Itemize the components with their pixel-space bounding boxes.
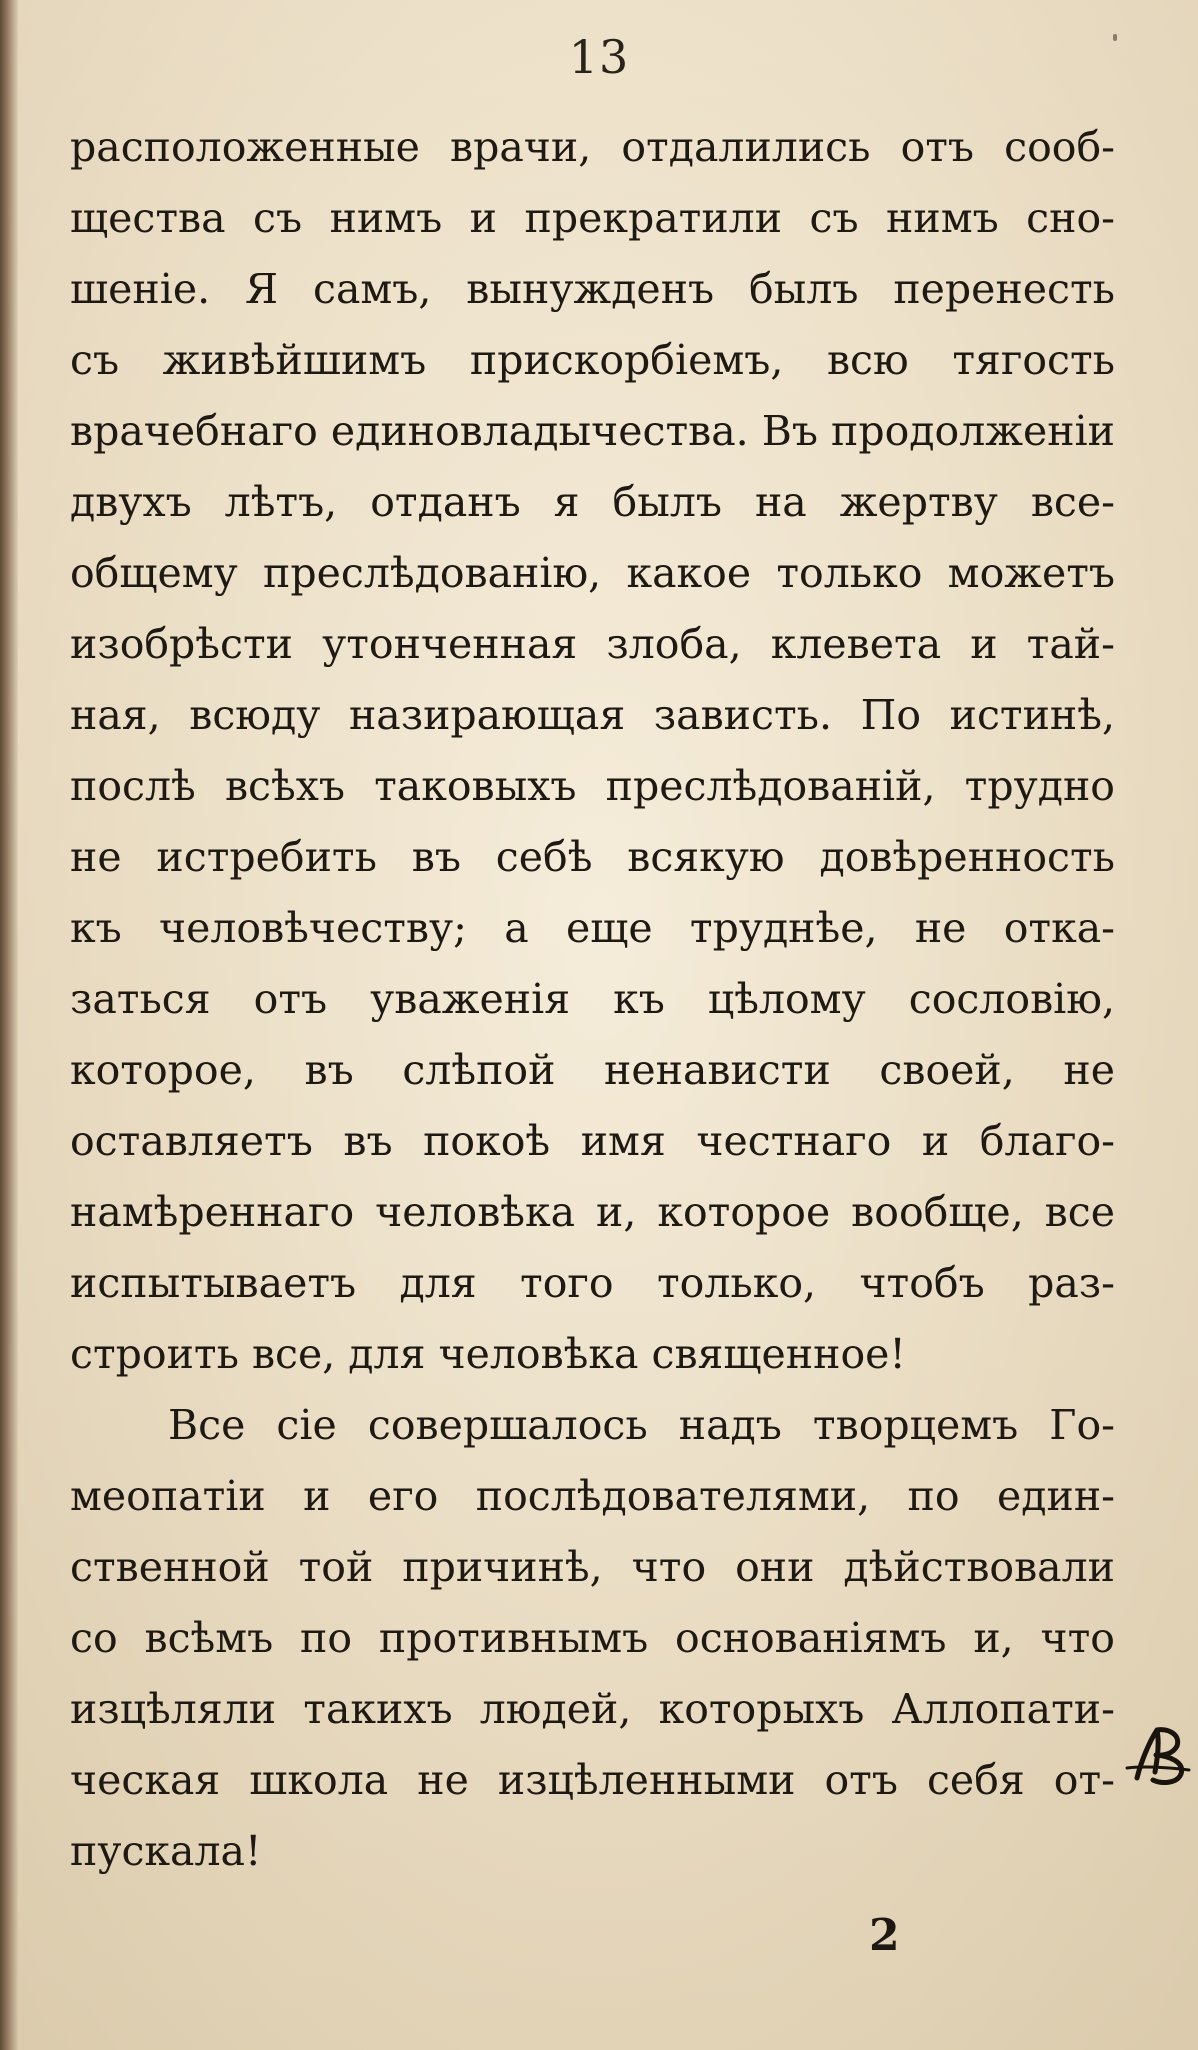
text-line: щества съ нимъ и прекратили съ нимъ сно- [70,194,1115,242]
text-line: къ человѣчеству; а еще труднѣе, не отка- [70,904,1115,952]
text-line: изобрѣсти утонченная злоба, клевета и тай- [70,620,1115,668]
text-line: изцѣляли такихъ людей, которыхъ Аллопати- [70,1685,1115,1733]
text-line: пускала! [70,1827,262,1875]
text-line: ческая школа не изцѣленными отъ себя от- [70,1756,1115,1804]
text-line: ная, всюду назирающая зависть. По истинѣ, [70,691,1115,739]
text-line: шеніе. Я самъ, вынужденъ былъ перенесть [70,265,1115,313]
text-line: со всѣмъ по противнымъ основаніямъ и, что [70,1614,1115,1662]
text-line: съ живѣйшимъ прискорбіемъ, всю тягость [70,336,1115,384]
text-line: заться отъ уваженія къ цѣлому сословію, [70,975,1115,1023]
text-line: послѣ всѣхъ таковыхъ преслѣдованій, трудно [70,762,1115,810]
text-line: двухъ лѣтъ, отданъ я былъ на жертву все- [70,478,1115,526]
handwritten-ink-mark-icon [1123,1722,1193,1792]
text-line: строить все, для человѣка священное! [70,1330,906,1378]
text-line: расположенные врачи, отдалились отъ сооб- [70,123,1115,171]
text-line: испытываетъ для того только, чтобъ раз- [70,1259,1115,1307]
text-line: общему преслѣдованію, какое только можетъ [70,549,1115,597]
signature-mark: 2 [869,1910,900,1961]
page-binding-edge [0,0,18,2050]
text-line: меопатіи и его послѣдователями, по един- [70,1472,1115,1520]
page-number: 13 [568,30,630,84]
text-line: оставляетъ въ покоѣ имя честнаго и благо- [70,1117,1115,1165]
paragraph-start-line: Все сіе совершалось надъ творцемъ Го- [168,1401,1115,1449]
text-line: не истребить въ себѣ всякую довѣренность [70,833,1115,881]
text-line: намѣреннаго человѣка и, которое вообще, все [70,1188,1115,1236]
text-line: ственной той причинѣ, что они дѣйствовали [70,1543,1115,1591]
text-line: которое, въ слѣпой ненависти своей, не [70,1046,1115,1094]
body-text [70,112,1115,1887]
text-line: врачебнаго единовладычества. Въ продолженіи [70,407,1115,455]
